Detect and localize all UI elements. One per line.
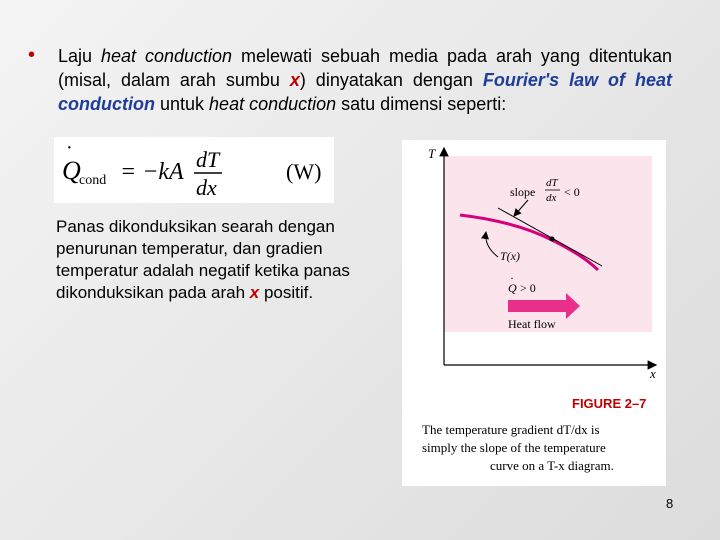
figure-caption-line-3: curve on a T-x diagram. bbox=[490, 458, 614, 473]
bullet-text-9: satu dimensi seperti: bbox=[336, 94, 507, 114]
formula-unit: (W) bbox=[286, 159, 322, 184]
bullet-text-1: Laju bbox=[58, 46, 101, 66]
fourier-law-text: Fourier's law of heat conduction bbox=[58, 70, 672, 114]
bullet-text-2: heat conduction bbox=[100, 46, 233, 66]
bullet-text-3: melewati sebuah media pada arah yang ditentukan (misal, dalam arah sumbu bbox=[58, 46, 672, 90]
slope-relation: < 0 bbox=[564, 185, 580, 199]
bullet-text-8: heat conduction bbox=[209, 94, 337, 114]
figure-title: FIGURE 2–7 bbox=[572, 396, 647, 411]
page-number: 8 bbox=[666, 496, 674, 511]
formula-numerator: dT bbox=[196, 147, 220, 172]
formula-dot: · bbox=[66, 137, 73, 159]
figure-caption-line-2: simply the slope of the temperature bbox=[422, 440, 606, 455]
formula-subscript: cond bbox=[79, 173, 107, 188]
slope-denominator: dx bbox=[546, 192, 557, 204]
bullet-text-x: x bbox=[289, 70, 300, 90]
formula-q: Q bbox=[62, 156, 81, 185]
bullet-text bbox=[58, 44, 672, 116]
formula-equals: = −kA bbox=[120, 159, 184, 185]
x-axis-label: x bbox=[650, 366, 656, 381]
explanation-text-3: positif. bbox=[259, 283, 314, 302]
t-axis-label: T bbox=[428, 146, 436, 161]
qdot-label: Q bbox=[508, 281, 517, 295]
explanation-x: x bbox=[249, 283, 260, 302]
qdot-relation: > 0 bbox=[520, 281, 536, 295]
bullet-marker: • bbox=[28, 44, 36, 66]
qdot-dot: · bbox=[510, 271, 514, 285]
figure-caption-line-1: The temperature gradient dT/dx is bbox=[422, 422, 600, 437]
tx-label: T(x) bbox=[500, 249, 520, 263]
bullet-text-5: ) dinyatakan dengan bbox=[299, 70, 483, 90]
explanation-text-1: Panas dikonduksikan searah dengan penurunan temperatur, dan gradien temperatur adalah negatif ketika panas dikonduksikan pada arah bbox=[56, 217, 350, 302]
heat-flow-label: Heat flow bbox=[508, 317, 556, 331]
slope-label: slope bbox=[510, 185, 536, 199]
bullet-text-7: untuk bbox=[155, 94, 210, 114]
slope-numerator: dT bbox=[546, 177, 558, 189]
tangent-point bbox=[550, 237, 555, 242]
explanation-paragraph bbox=[56, 216, 376, 304]
formula-denominator: dx bbox=[196, 175, 217, 200]
temperature-gradient-figure bbox=[402, 140, 666, 486]
fourier-formula bbox=[54, 137, 334, 203]
